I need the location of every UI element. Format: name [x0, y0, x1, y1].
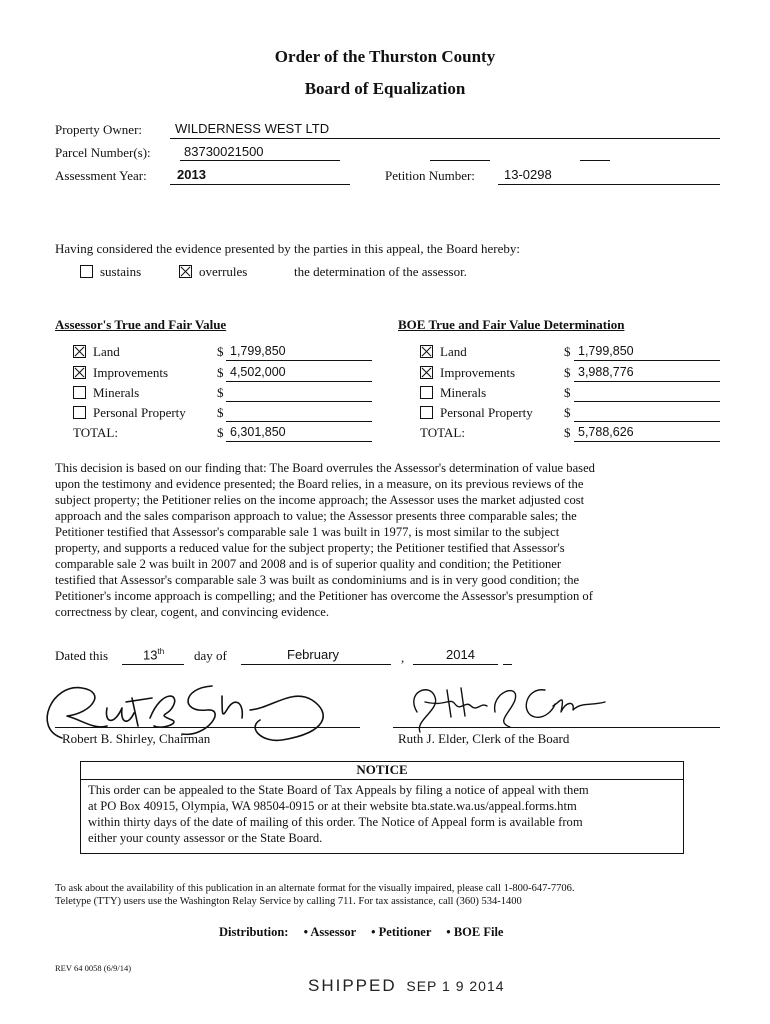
overrules-checkbox[interactable] [179, 265, 192, 278]
boe-land-checkbox[interactable] [420, 345, 433, 358]
parcel-underline-c [580, 160, 610, 161]
shipped-stamp-word: SHIPPED [308, 976, 397, 995]
notice-heading: NOTICE [356, 762, 408, 777]
owner-value: WILDERNESS WEST LTD [175, 121, 330, 136]
decision-tail: the determination of the assessor. [294, 264, 467, 279]
petition-value: 13-0298 [504, 167, 552, 182]
finding-paragraph [55, 460, 725, 620]
accessibility-line: Teletype (TTY) users use the Washington Relay Service by calling 711. For tax assistance, call (360) 534-1400 [55, 896, 522, 907]
shipped-stamp [308, 976, 505, 996]
dated-day [143, 647, 164, 662]
notice-line: either your county assessor or the State Board. [88, 831, 323, 845]
notice-text [88, 782, 678, 846]
finding-line: upon the testimony and evidence presented; the Board relies, in a measure, on its previous reviews of the [55, 477, 584, 491]
accessibility-line: To ask about the availability of this publication in an alternate format for the visually impaired, please call 1-800-647-7706. [55, 883, 575, 894]
form-number: REV 64 0058 (6/9/14) [55, 963, 132, 973]
assessor-improvements-label: Improvements [93, 365, 169, 380]
boe-land-value: 1,799,850 [578, 344, 634, 358]
assessor-improvements-currency: $ [217, 365, 224, 380]
assessor-personal-checkbox[interactable] [73, 406, 86, 419]
assessor-minerals-currency: $ [217, 385, 224, 400]
distribution-label: Distribution: [219, 925, 289, 939]
chairman-signature-line [55, 727, 360, 728]
year-value: 2013 [177, 167, 206, 182]
owner-underline [170, 138, 720, 139]
parcel-value: 83730021500 [184, 144, 264, 159]
assessor-land-underline [226, 360, 372, 361]
assessor-personal-label: Personal Property [93, 405, 186, 420]
dated-day-number: 13 [143, 647, 158, 663]
parcel-label: Parcel Number(s): [55, 145, 151, 160]
boe-improvements-label: Improvements [440, 365, 516, 380]
boe-heading: BOE True and Fair Value Determination [398, 317, 625, 332]
distribution-assessor: Assessor [310, 925, 356, 939]
boe-improvements-value: 3,988,776 [578, 365, 634, 379]
dated-month-underline [241, 664, 391, 665]
assessor-improvements-value: 4,502,000 [230, 365, 286, 379]
boe-minerals-underline [574, 401, 720, 402]
dated-day-suffix: th [157, 647, 165, 656]
owner-label: Property Owner: [55, 122, 143, 137]
assessor-land-checkbox[interactable] [73, 345, 86, 358]
chairman-name: Robert B. Shirley, Chairman [62, 731, 211, 746]
boe-land-currency: $ [564, 344, 571, 359]
notice-line: at PO Box 40915, Olympia, WA 98504-0915 or at their website bta.state.wa.us/appeal.forms.htm [88, 799, 577, 813]
dated-comma: , [401, 650, 405, 665]
boe-total-label: TOTAL: [420, 425, 465, 440]
finding-line: comparable sale 2 was built in 2007 and 2008 and is of superior quality and condition; the Petitioner [55, 557, 562, 571]
boe-improvements-underline [574, 381, 720, 382]
clerk-signature-line [393, 727, 720, 728]
assessor-total-currency: $ [217, 425, 224, 440]
notice-line: This order can be appealed to the State Board of Tax Appeals by filing a notice of appeal with them [88, 783, 589, 797]
assessor-personal-currency: $ [217, 405, 224, 420]
boe-total-value: 5,788,626 [578, 425, 634, 439]
sustains-checkbox[interactable] [80, 265, 93, 278]
boe-total-currency: $ [564, 425, 571, 440]
decision-intro: Having considered the evidence presented by the parties in this appeal, the Board hereby: [55, 241, 520, 256]
dated-year-underline [413, 664, 498, 665]
assessor-personal-underline [226, 421, 372, 422]
shipped-stamp-date: SEP 1 9 2014 [406, 978, 505, 994]
assessor-land-label: Land [93, 344, 120, 359]
dated-day-underline [122, 664, 184, 665]
assessor-minerals-checkbox[interactable] [73, 386, 86, 399]
boe-minerals-currency: $ [564, 385, 571, 400]
finding-line: Petitioner's income approach is compelling; and the Petitioner has overcome the Assessor's presumption of [55, 589, 593, 603]
boe-improvements-checkbox[interactable] [420, 366, 433, 379]
finding-line: Petitioner testified that Assessor's comparable sale 1 was built in 1977, is most similar to the subject [55, 525, 560, 539]
clerk-name: Ruth J. Elder, Clerk of the Board [398, 731, 570, 746]
boe-improvements-currency: $ [564, 365, 571, 380]
petition-label: Petition Number: [385, 168, 475, 183]
dated-year-underline-tail [503, 664, 512, 665]
document-title: Order of the Thurston County [274, 47, 496, 66]
finding-line: approach and the sales comparison approach to value; the Assessor presents three comparable sales; the [55, 509, 577, 523]
boe-personal-underline [574, 421, 720, 422]
assessor-improvements-checkbox[interactable] [73, 366, 86, 379]
assessor-land-value: 1,799,850 [230, 344, 286, 358]
assessor-land-currency: $ [217, 344, 224, 359]
notice-line: within thirty days of the date of mailing of this order. The Notice of Appeal form is available from [88, 815, 583, 829]
dated-prefix: Dated this [55, 648, 109, 663]
finding-line: correctness by clear, cogent, and convincing evidence. [55, 605, 329, 619]
boe-land-label: Land [440, 344, 467, 359]
distribution-petitioner: Petitioner [378, 925, 432, 939]
dated-month: February [287, 647, 340, 662]
assessor-minerals-underline [226, 401, 372, 402]
assessor-improvements-underline [226, 381, 372, 382]
boe-personal-checkbox[interactable] [420, 406, 433, 419]
accessibility-note [55, 882, 735, 908]
assessor-total-value: 6,301,850 [230, 425, 286, 439]
year-underline [170, 184, 350, 185]
distribution-boe-file: BOE File [453, 925, 504, 939]
assessor-minerals-label: Minerals [93, 385, 140, 400]
dated-year: 2014 [446, 647, 475, 662]
notice-heading-divider [80, 779, 684, 780]
boe-total-underline [574, 441, 720, 442]
year-label: Assessment Year: [55, 168, 147, 183]
overrules-label: overrules [199, 264, 248, 279]
parcel-underline-b [430, 160, 490, 161]
distribution-row: Distribution: • Assessor • Petitioner • BOE File [219, 925, 504, 939]
boe-land-underline [574, 360, 720, 361]
boe-personal-label: Personal Property [440, 405, 533, 420]
sustains-label: sustains [100, 264, 142, 279]
boe-personal-currency: $ [564, 405, 571, 420]
parcel-underline-a [180, 160, 340, 161]
assessor-total-underline [226, 441, 372, 442]
document-subtitle: Board of Equalization [304, 79, 466, 98]
assessor-total-label: TOTAL: [73, 425, 118, 440]
finding-line: subject property; the Petitioner relies on the income approach; the Assessor uses the market adjusted cost [55, 493, 585, 507]
assessor-heading: Assessor's True and Fair Value [55, 317, 227, 332]
boe-minerals-label: Minerals [440, 385, 487, 400]
finding-line: testified that Assessor's comparable sale 3 was built as condominiums and is in very good condition; the [55, 573, 580, 587]
dated-day-of: day of [194, 648, 227, 663]
boe-minerals-checkbox[interactable] [420, 386, 433, 399]
finding-line: This decision is based on our finding that: The Board overrules the Assessor's determination of value based [55, 461, 595, 475]
finding-line: property, and supports a reduced value for the subject property; the Petitioner testified that Assessor's [55, 541, 565, 555]
petition-underline [498, 184, 720, 185]
